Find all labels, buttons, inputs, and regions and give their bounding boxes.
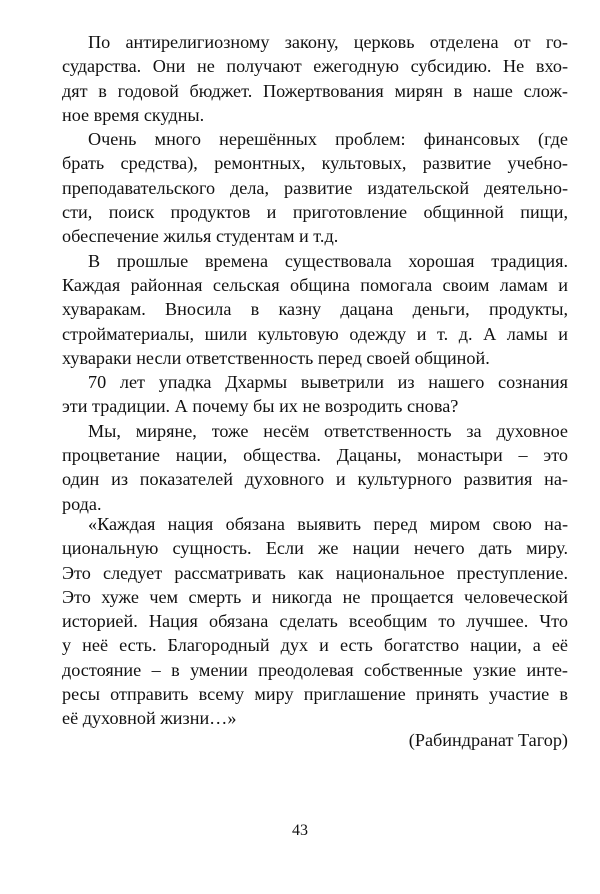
text-line: Очень много нерешённых проблем: финансовых (где: [88, 129, 568, 150]
text-line: Это хуже чем смерть и никогда не прощается человеческой: [62, 586, 568, 607]
body-text: [62, 30, 568, 516]
text-line: Мы, миряне, тоже несём ответственность за духовное: [88, 420, 568, 441]
text-line: один из показателей духовного и культурного развития на-: [62, 469, 568, 490]
text-line: хуваракам. Вносила в казну дацана деньги, продукты,: [62, 299, 568, 320]
text-line: рода.: [62, 493, 102, 514]
text-line: преподавательского дела, развитие издательской деятельно-: [62, 177, 568, 198]
text-line: историей. Нация обязана сделать всеобщим то лучшее. Что: [62, 611, 568, 632]
text-line: сти, поиск продуктов и приготовление общинной пищи,: [62, 202, 568, 223]
text-line: её духовной жизни…»: [62, 708, 237, 729]
text-line: «Каждая нация обязана выявить перед миром свою на-: [88, 514, 568, 534]
text-line: циональную сущность. Если же нации нечего дать миру.: [62, 538, 568, 559]
text-line: сударства. Они не получают ежегодную субсидию. Не вхо-: [62, 56, 568, 77]
text-line: достояние – в умении преодолевая собственные узкие инте-: [62, 659, 568, 680]
text-line: Это следует рассматривать как национальное преступление.: [62, 562, 568, 583]
page-number: 43: [292, 822, 308, 839]
text-line: эти традиции. А почему бы их не возродить снова?: [62, 396, 459, 417]
text-line: В прошлые времена существовала хорошая традиция.: [88, 250, 568, 271]
text-line: брать средства), ремонтных, культовых, развитие учебно-: [62, 153, 568, 174]
text-line: стройматериалы, шили культовую одежду и т. д. А ламы и: [62, 323, 568, 344]
text-line: обеспечение жилья студентам и т.д.: [62, 226, 339, 247]
text-line: хувараки несли ответственность перед своей общиной.: [62, 347, 490, 368]
text-line: ное время скудны.: [62, 104, 205, 125]
text-line: ресы отправить всему миру приглашение принять участие в: [62, 684, 568, 705]
text-line: процветание нации, общества. Дацаны, монастыри – это: [62, 445, 568, 466]
text-line: у неё есть. Благородный дух и есть богатство нации, а её: [62, 635, 568, 656]
text-line: По антирелигиозному закону, церковь отделена от го-: [88, 32, 568, 52]
quote-attribution: (Рабиндранат Тагор): [408, 730, 568, 750]
text-line: 70 лет упадка Дхармы выветрили из нашего сознания: [88, 372, 568, 393]
text-line: Каждая районная сельская община помогала своим ламам и: [62, 274, 568, 295]
quotation: [62, 512, 568, 731]
text-line: дят в годовой бюджет. Пожертвования мирян в наше слож-: [62, 80, 568, 101]
